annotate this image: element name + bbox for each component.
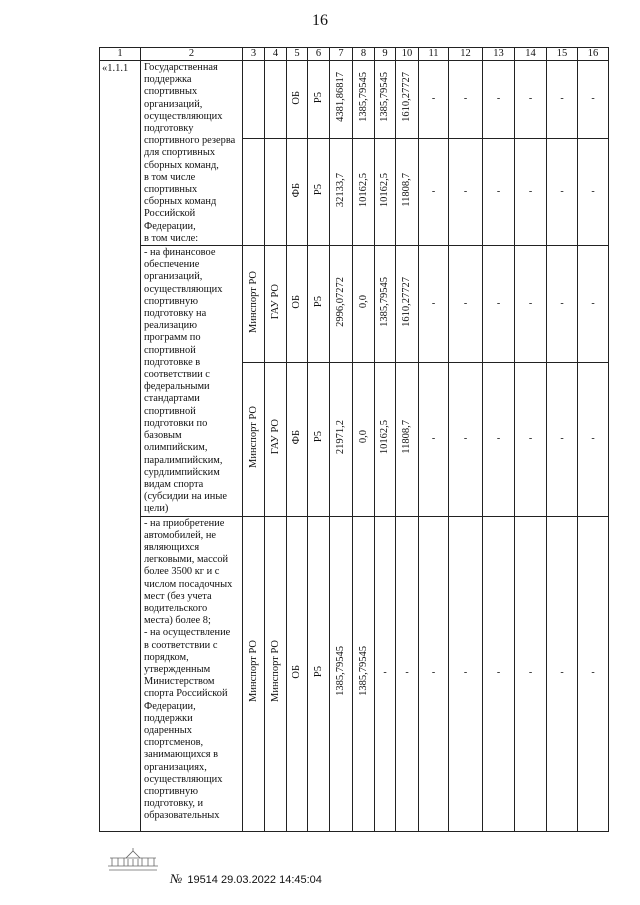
dash-mark: -	[591, 667, 595, 679]
cell-value: Р5	[312, 296, 324, 308]
description-line: спортивную	[144, 295, 198, 307]
description-line: подготовке в	[144, 356, 201, 368]
description-line: в том числе	[144, 171, 196, 183]
cell-c12	[449, 61, 483, 139]
cell-value: 0,0	[357, 430, 369, 444]
cell-value: Р5	[312, 91, 324, 103]
cell-c7	[330, 362, 353, 516]
cell-value: Минспорт РО	[269, 640, 281, 703]
table-row	[100, 246, 609, 362]
header-cell: 4	[265, 48, 287, 61]
cell-value: 21971,2	[335, 419, 346, 454]
cell-c11	[419, 246, 449, 362]
cell-c11	[419, 362, 449, 516]
description-line: программ по	[144, 332, 201, 344]
description-line: являющихся	[144, 541, 200, 553]
dash-mark: -	[463, 432, 468, 444]
cell-c10	[396, 246, 419, 362]
description-line: стандартами	[144, 393, 200, 405]
cell-c3	[243, 246, 265, 362]
cell-c9	[375, 362, 396, 516]
cell-c9	[375, 246, 396, 362]
dash-mark: -	[528, 432, 533, 444]
description-line: осуществляющих	[144, 110, 223, 122]
cell-c13	[483, 516, 515, 831]
dash-mark: -	[431, 185, 436, 197]
cell-value: Минспорт РО	[247, 405, 259, 468]
cell-c3	[243, 138, 265, 245]
dash-mark: -	[560, 185, 564, 197]
dash-mark: -	[405, 667, 409, 679]
cell-c6	[308, 61, 330, 139]
cell-c3	[243, 61, 265, 139]
description-line: образовательных	[144, 810, 220, 822]
description-line: - на осуществление	[144, 627, 231, 639]
cell-value: Р5	[312, 665, 324, 677]
cell-value: 1385,79545	[379, 72, 390, 123]
cell-c8	[353, 362, 375, 516]
description-line: подготовку	[144, 123, 194, 135]
description-line: федеральными	[144, 381, 210, 393]
description-line: поддержки	[144, 712, 193, 724]
cell-c15	[547, 246, 578, 362]
description-line: подготовку, и	[144, 798, 204, 810]
dash-mark: -	[496, 432, 501, 444]
cell-c14	[515, 362, 547, 516]
cell-c8	[353, 61, 375, 139]
description-line: цели)	[144, 503, 169, 515]
description-line: (субсидии на иные	[144, 491, 227, 503]
dash-mark: -	[591, 432, 595, 444]
description-line: реализацию	[144, 320, 197, 332]
cell-c13	[483, 246, 515, 362]
description-line: спорта Российской	[144, 688, 228, 700]
dash-mark: -	[591, 185, 595, 197]
main-description	[141, 61, 243, 246]
dash-mark: -	[431, 297, 436, 309]
cell-c7	[330, 138, 353, 245]
dash-mark: -	[528, 667, 533, 679]
dash-mark: -	[463, 297, 468, 309]
cell-c4	[265, 516, 287, 831]
document-number: 19514	[187, 874, 218, 886]
cell-value: 1385,79545	[335, 646, 346, 697]
cell-value: Минспорт РО	[247, 270, 259, 333]
table-row	[100, 61, 609, 139]
dash-mark: -	[528, 93, 533, 105]
cell-c15	[547, 138, 578, 245]
description-line: места) более 8;	[144, 615, 211, 627]
header-cell: 8	[353, 48, 375, 61]
header-cell: 10	[396, 48, 419, 61]
cell-c9	[375, 516, 396, 831]
cell-c4	[265, 362, 287, 516]
cell-c12	[449, 246, 483, 362]
description-line: в том числе:	[144, 232, 199, 244]
description-line: в соответствии с	[144, 639, 218, 651]
description-line: Министерством	[144, 676, 215, 688]
dash-mark: -	[463, 185, 468, 197]
document-footer	[170, 871, 322, 887]
header-cell: 14	[515, 48, 547, 61]
header-cell: 12	[449, 48, 483, 61]
description-line: олимпийским,	[144, 442, 208, 454]
description-line: спортивного резерва	[144, 135, 236, 147]
cell-c9	[375, 138, 396, 245]
cell-c16	[578, 516, 609, 831]
cell-c7	[330, 61, 353, 139]
header-cell: 6	[308, 48, 330, 61]
description-line: сборных команд	[144, 196, 217, 208]
header-cell: 16	[578, 48, 609, 61]
cell-c4	[265, 61, 287, 139]
cell-c14	[515, 516, 547, 831]
cell-value: 1385,79545	[379, 276, 390, 327]
section-number: «1.1.1	[100, 61, 141, 832]
dash-mark: -	[528, 185, 533, 197]
cell-c15	[547, 362, 578, 516]
cell-c10	[396, 362, 419, 516]
cell-c6	[308, 516, 330, 831]
header-row	[100, 48, 609, 61]
cell-value: ГАУ РО	[269, 284, 281, 320]
cell-value: Р5	[312, 184, 324, 196]
description-line: базовым	[144, 430, 182, 442]
dash-mark: -	[431, 432, 436, 444]
description-line: утвержденным	[144, 663, 211, 675]
description-line: более 3500 кг и с	[144, 566, 220, 578]
dash-mark: -	[463, 667, 468, 679]
cell-value: Минспорт РО	[247, 640, 259, 703]
cell-c10	[396, 61, 419, 139]
cell-c11	[419, 516, 449, 831]
cell-c7	[330, 516, 353, 831]
cell-c14	[515, 138, 547, 245]
cell-value: 11808,7	[401, 420, 412, 454]
document-datetime: 29.03.2022 14:45:04	[220, 874, 322, 886]
dash-mark: -	[591, 93, 595, 105]
header-cell: 2	[141, 48, 243, 61]
cell-c11	[419, 138, 449, 245]
cell-c6	[308, 246, 330, 362]
cell-c16	[578, 61, 609, 139]
cell-c16	[578, 138, 609, 245]
description-line: порядком,	[144, 651, 189, 663]
description-line: Федерации,	[144, 700, 196, 712]
dash-mark: -	[431, 93, 436, 105]
cell-value: ФБ	[291, 429, 302, 445]
description-line: - на финансовое	[144, 247, 216, 259]
description-line: легковыми, массой	[144, 554, 229, 566]
cell-c13	[483, 61, 515, 139]
cell-c5	[287, 362, 308, 516]
cell-value: 10162,5	[357, 172, 369, 207]
description-line: соответствии с	[144, 369, 210, 381]
program-table	[99, 47, 609, 832]
description-line: спортивной	[144, 405, 196, 417]
cell-value: 4381,86817	[335, 72, 346, 123]
government-building-logo	[106, 846, 160, 874]
cell-value: 11808,7	[401, 173, 412, 207]
description-line: водительского	[144, 602, 208, 614]
cell-c12	[449, 516, 483, 831]
description-line: сборных команд,	[144, 159, 219, 171]
description-line: спортивную	[144, 785, 198, 797]
description-line: осуществляющих	[144, 283, 223, 295]
description-line: осуществляющих	[144, 773, 223, 785]
dash-mark: -	[496, 185, 501, 197]
description-line: подготовки по	[144, 417, 208, 429]
cell-c6	[308, 138, 330, 245]
header-cell: 9	[375, 48, 396, 61]
cell-c5	[287, 246, 308, 362]
description-line: подготовку на	[144, 308, 207, 320]
description-line: организаций,	[144, 98, 203, 110]
cell-c4	[265, 138, 287, 245]
dash-mark: -	[431, 667, 436, 679]
cell-c4	[265, 246, 287, 362]
description-line: спортивных	[144, 184, 198, 196]
header-cell: 5	[287, 48, 308, 61]
dash-mark: -	[560, 667, 564, 679]
description-line: мест (без учета	[144, 590, 212, 602]
header-cell: 11	[419, 48, 449, 61]
cell-c15	[547, 516, 578, 831]
cell-c16	[578, 362, 609, 516]
description-line: сурдлимпийским	[144, 466, 220, 478]
cell-c3	[243, 516, 265, 831]
cell-value: 1385,79545	[357, 72, 369, 123]
dash-mark: -	[496, 297, 501, 309]
cell-value: 1385,79545	[357, 646, 369, 697]
description-line: Российской	[144, 208, 196, 220]
cell-c15	[547, 61, 578, 139]
cell-c8	[353, 516, 375, 831]
description-line: одаренных	[144, 724, 192, 736]
description-line: видам спорта	[144, 478, 204, 490]
page-number: 16	[312, 12, 328, 29]
cell-c14	[515, 61, 547, 139]
sub1-description	[141, 246, 243, 516]
header-cell: 1	[100, 48, 141, 61]
cell-value: 1610,27727	[401, 276, 412, 327]
cell-c13	[483, 362, 515, 516]
cell-c12	[449, 362, 483, 516]
description-line: Государственная	[144, 62, 218, 73]
cell-c9	[375, 61, 396, 139]
cell-c16	[578, 246, 609, 362]
cell-c10	[396, 138, 419, 245]
cell-value: Р5	[312, 431, 324, 443]
header-cell: 7	[330, 48, 353, 61]
cell-c11	[419, 61, 449, 139]
cell-value: ОБ	[291, 664, 302, 679]
cell-value: ОБ	[291, 294, 302, 309]
cell-c8	[353, 138, 375, 245]
description-line: числом посадочных	[144, 578, 233, 590]
description-line: организациях,	[144, 761, 207, 773]
description-line: спортсменов,	[144, 737, 204, 749]
cell-value: 10162,5	[379, 419, 390, 454]
cell-c5	[287, 516, 308, 831]
cell-c5	[287, 138, 308, 245]
table-row	[100, 516, 609, 831]
description-line: для спортивных	[144, 147, 216, 159]
description-line: спортивных	[144, 86, 198, 98]
description-line: поддержка	[144, 74, 192, 86]
dash-mark: -	[496, 93, 501, 105]
dash-mark: -	[528, 297, 533, 309]
cell-value: 0,0	[357, 295, 369, 309]
description-line: обеспечение	[144, 259, 200, 271]
cell-value: ГАУ РО	[269, 419, 281, 455]
description-line: занимающихся в	[144, 749, 219, 761]
dash-mark: -	[591, 297, 595, 309]
description-line: паралимпийским,	[144, 454, 223, 466]
description-line: автомобилей, не	[144, 529, 217, 541]
description-line: Федерации,	[144, 220, 196, 232]
dash-mark: -	[496, 667, 501, 679]
header-cell: 15	[547, 48, 578, 61]
header-cell: 13	[483, 48, 515, 61]
cell-value: 10162,5	[379, 172, 390, 207]
cell-c3	[243, 362, 265, 516]
cell-value: ОБ	[291, 90, 302, 105]
description-line: - на приобретение	[144, 517, 225, 529]
description-line: спортивной	[144, 344, 196, 356]
cell-value: ФБ	[291, 182, 302, 198]
dash-mark: -	[560, 297, 564, 309]
cell-c7	[330, 246, 353, 362]
sub2-description	[141, 516, 243, 831]
dash-mark: -	[560, 93, 564, 105]
cell-c14	[515, 246, 547, 362]
header-cell: 3	[243, 48, 265, 61]
cell-c8	[353, 246, 375, 362]
cell-value: 32133,7	[335, 172, 346, 207]
cell-c6	[308, 362, 330, 516]
cell-value: 2996,07272	[335, 276, 346, 327]
cell-c13	[483, 138, 515, 245]
cell-value: 1610,27727	[401, 72, 412, 123]
number-sign: №	[170, 871, 183, 886]
description-line: организаций,	[144, 271, 203, 283]
cell-c5	[287, 61, 308, 139]
dash-mark: -	[383, 667, 387, 679]
cell-c10	[396, 516, 419, 831]
cell-c12	[449, 138, 483, 245]
dash-mark: -	[463, 93, 468, 105]
dash-mark: -	[560, 432, 564, 444]
